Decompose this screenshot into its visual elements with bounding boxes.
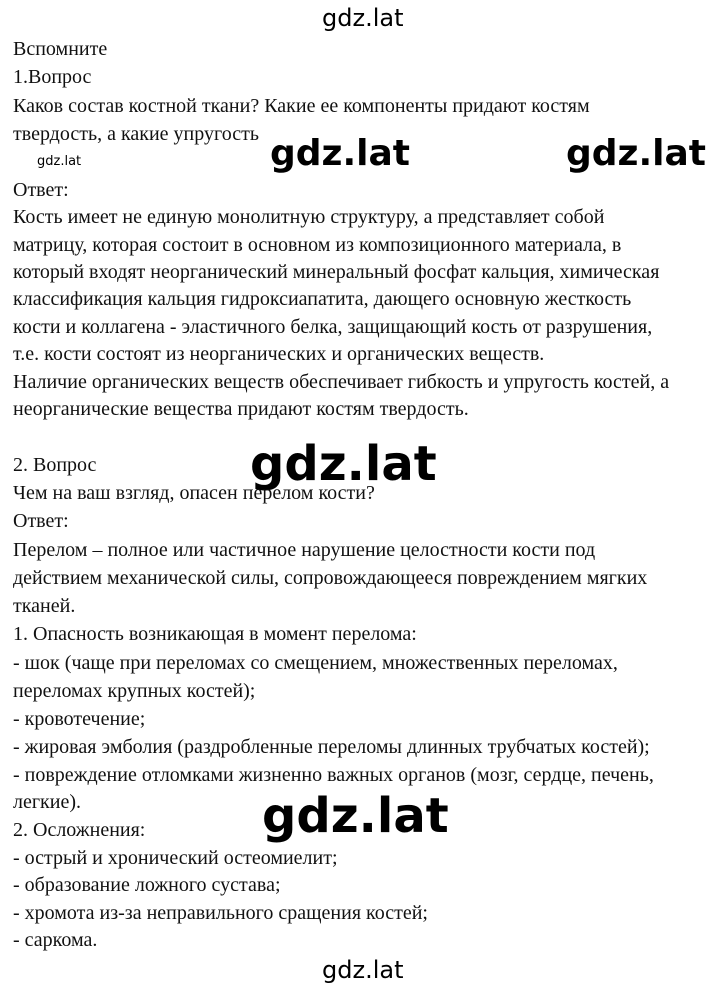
text-line: легкие). <box>13 791 82 813</box>
text-line: действием механической силы, сопровождающееся повреждением мягких <box>13 567 648 589</box>
text-line: Ответ: <box>13 510 69 532</box>
text-line: - образование ложного сустава; <box>13 874 281 896</box>
watermark-bold-right: gdz.lat <box>566 133 707 174</box>
text-line: - острый и хронический остеомиелит; <box>13 847 338 869</box>
text-line: Кость имеет не единую монолитную структуру, а представляет собой <box>13 206 605 228</box>
text-line: неорганические вещества придают костям твердость. <box>13 398 469 420</box>
text-line: который входят неорганический минеральный фосфат кальция, химическая <box>13 261 660 283</box>
text-line: т.е. кости состоят из неорганических и органических веществ. <box>13 343 545 365</box>
watermark-huge: gdz.lat <box>250 436 437 492</box>
watermark-small: gdz.lat <box>37 154 82 169</box>
text-line: - шок (чаще при переломах со смещением, множественных переломах, <box>13 652 618 674</box>
text-line: переломах крупных костей); <box>13 680 256 702</box>
text-line: - жировая эмболия (раздробленные переломы длинных трубчатых костей); <box>13 736 650 758</box>
text-line: 2. Осложнения: <box>13 819 146 841</box>
text-line: 2. Вопрос <box>13 454 97 476</box>
text-line: - кровотечение; <box>13 708 146 730</box>
text-line: кости и коллагена - эластичного белка, защищающий кость от разрушения, <box>13 316 653 338</box>
text-line: - хромота из-за неправильного сращения костей; <box>13 902 428 924</box>
text-line: Вспомните <box>13 38 108 60</box>
text-line: классификация кальция гидроксиапатита, дающего основную жесткость <box>13 288 632 310</box>
text-line: Перелом – полное или частичное нарушение целостности кости под <box>13 539 596 561</box>
watermark-top: gdz.lat <box>322 4 404 32</box>
text-line: - повреждение отломками жизненно важных органов (мозг, сердце, печень, <box>13 764 654 786</box>
text-line: 1. Опасность возникающая в момент перелома: <box>13 623 417 645</box>
text-line: тканей. <box>13 595 76 617</box>
text-line: твердость, а какие упругость <box>13 123 259 145</box>
watermark-huge: gdz.lat <box>262 788 449 844</box>
text-line: 1.Вопрос <box>13 66 92 88</box>
text-line: матрицу, которая состоит в основном из композиционного материала, в <box>13 234 622 256</box>
watermark-bottom: gdz.lat <box>322 956 404 984</box>
text-line: Наличие органических веществ обеспечивает гибкость и упругость костей, а <box>13 371 670 393</box>
text-line: Чем на ваш взгляд, опасен перелом кости? <box>13 482 375 504</box>
text-line: - саркома. <box>13 929 98 951</box>
watermark-bold-middle: gdz.lat <box>270 133 411 174</box>
text-line: Ответ: <box>13 179 69 201</box>
text-line: Каков состав костной ткани? Какие ее компоненты придают костям <box>13 95 590 117</box>
